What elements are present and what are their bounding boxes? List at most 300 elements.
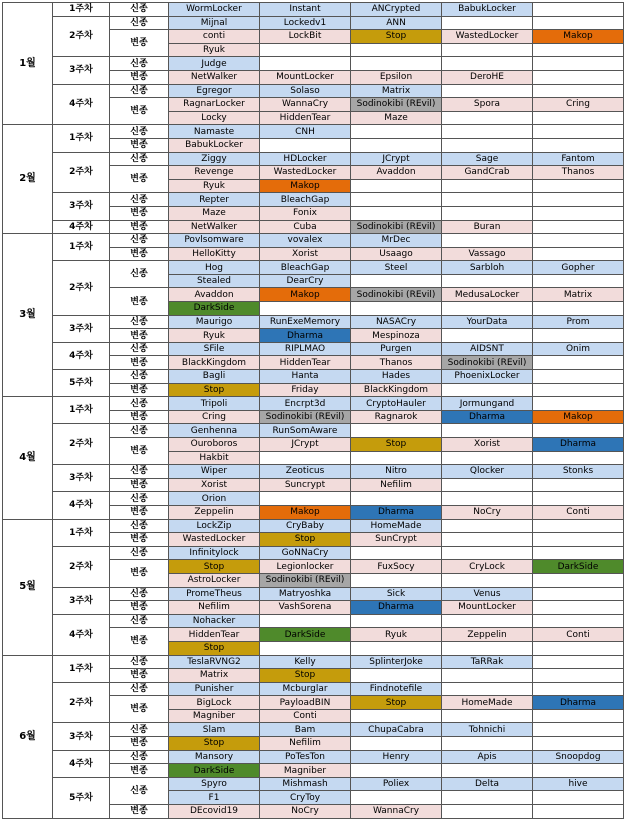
week-label: 3주차 [53,465,110,492]
type-label: 신종 [110,57,169,71]
ransomware-cell: Punisher [169,682,260,696]
table-row [3,546,624,560]
ransomware-cell [351,57,442,71]
ransomware-cell: Instant [260,3,351,17]
ransomware-cell: Onim [533,342,624,356]
ransomware-cell [533,614,624,628]
type-label: 변종 [110,356,169,370]
ransomware-cell [442,84,533,98]
type-label: 변종 [110,505,169,519]
ransomware-cell [351,125,442,139]
ransomware-cell [351,791,442,805]
ransomware-cell [442,614,533,628]
ransomware-cell: Sarbloh [442,261,533,275]
ransomware-cell [533,397,624,411]
ransomware-cell: HelloKitty [169,247,260,261]
ransomware-cell: DarkSide [533,560,624,574]
ransomware-cell: Stop [169,641,260,655]
ransomware-cell [533,247,624,261]
table-row [3,777,624,791]
table-row [3,57,624,71]
ransomware-cell [442,57,533,71]
ransomware-cell: Magniber [169,709,260,723]
ransomware-cell: Hades [351,370,442,384]
ransomware-cell: Matrix [533,288,624,302]
ransomware-cell [260,302,351,316]
type-label: 변종 [110,138,169,152]
week-label: 4주차 [53,342,110,369]
ransomware-cell: Thanos [351,356,442,370]
ransomware-cell: Maurigo [169,315,260,329]
ransomware-cell: AIDSNT [442,342,533,356]
ransomware-cell: WastedLocker [260,166,351,180]
ransomware-cell [442,737,533,751]
ransomware-cell [533,478,624,492]
ransomware-cell [533,573,624,587]
ransomware-cell [442,451,533,465]
ransomware-cell: Stop [260,669,351,683]
ransomware-cell: Suncrypt [260,478,351,492]
type-label: 신종 [110,152,169,166]
type-label: 변종 [110,805,169,819]
ransomware-cell [533,451,624,465]
type-label: 신종 [110,424,169,438]
ransomware-cell: Fonix [260,206,351,220]
ransomware-cell: vovalex [260,234,351,248]
ransomware-cell [442,111,533,125]
ransomware-cell: Xorist [442,438,533,452]
ransomware-cell [533,492,624,506]
type-label: 변종 [110,669,169,683]
ransomware-cell [351,573,442,587]
ransomware-cell: Slam [169,723,260,737]
ransomware-cell: TaRRak [442,655,533,669]
ransomware-cell: Gopher [533,261,624,275]
type-label: 변종 [110,288,169,315]
ransomware-cell [533,274,624,288]
table-row [3,84,624,98]
ransomware-cell: CNH [260,125,351,139]
ransomware-cell [260,43,351,57]
ransomware-cell: Nitro [351,465,442,479]
ransomware-cell: Prom [533,315,624,329]
ransomware-cell [533,601,624,615]
ransomware-cell: Usaago [351,247,442,261]
ransomware-cell: Epsilon [351,70,442,84]
ransomware-cell [533,641,624,655]
type-label: 변종 [110,533,169,547]
ransomware-cell: WannaCry [351,805,442,819]
ransomware-cell [442,641,533,655]
type-label: 변종 [110,98,169,125]
ransomware-cell [260,641,351,655]
ransomware-cell: Nefilim [351,478,442,492]
type-label: 변종 [110,737,169,751]
ransomware-cell: NetWalker [169,220,260,234]
ransomware-cell: Lockedv1 [260,16,351,30]
ransomware-cell: Tripoli [169,397,260,411]
ransomware-cell: Findnotefile [351,682,442,696]
ransomware-cell [351,492,442,506]
type-label: 변종 [110,30,169,57]
ransomware-cell: HomeMade [351,519,442,533]
ransomware-cell: DeroHE [442,70,533,84]
type-label: 신종 [110,125,169,139]
ransomware-cell [442,16,533,30]
ransomware-cell: Sodinokibi (REvil) [260,410,351,424]
week-label: 1주차 [53,519,110,546]
ransomware-cell [442,234,533,248]
week-label: 3주차 [53,57,110,84]
week-label: 2주차 [53,546,110,587]
ransomware-cell: Povlsomware [169,234,260,248]
ransomware-cell: Ryuk [169,43,260,57]
ransomware-cell: HomeMade [442,696,533,710]
table-row [3,519,624,533]
ransomware-cell: Makop [260,505,351,519]
ransomware-cell: Stop [169,383,260,397]
ransomware-cell: Ziggy [169,152,260,166]
ransomware-cell: Stop [351,696,442,710]
table-row [3,152,624,166]
ransomware-cell [442,791,533,805]
ransomware-cell: Avaddon [169,288,260,302]
ransomware-cell: SFile [169,342,260,356]
ransomware-cell: Sage [442,152,533,166]
table-row [3,492,624,506]
ransomware-cell [351,641,442,655]
ransomware-cell: Bam [260,723,351,737]
ransomware-cell: Stealed [169,274,260,288]
ransomware-cell: Fantom [533,152,624,166]
ransomware-cell: Qlocker [442,465,533,479]
ransomware-cell: Spora [442,98,533,112]
month-label: 2월 [3,125,53,234]
type-label: 신종 [110,234,169,248]
ransomware-cell [351,206,442,220]
month-label: 1월 [3,3,53,125]
table-row [3,397,624,411]
ransomware-cell: PayloadBIN [260,696,351,710]
ransomware-cell: Tohnichi [442,723,533,737]
ransomware-cell: LockBit [260,30,351,44]
ransomware-cell: NetWalker [169,70,260,84]
table-row [3,315,624,329]
ransomware-cell [260,614,351,628]
ransomware-cell: AstroLocker [169,573,260,587]
ransomware-cell [533,206,624,220]
ransomware-cell: BabukLocker [169,138,260,152]
ransomware-cell: CryLock [442,560,533,574]
table-row [3,682,624,696]
type-label: 신종 [110,777,169,804]
ransomware-cell: Henry [351,750,442,764]
ransomware-cell: Solaso [260,84,351,98]
ransomware-cell: Zeppelin [442,628,533,642]
ransomware-cell [533,179,624,193]
ransomware-cell: Judge [169,57,260,71]
ransomware-cell [533,138,624,152]
ransomware-cell: Genhenna [169,424,260,438]
ransomware-cell: Nohacker [169,614,260,628]
ransomware-cell: VashSorena [260,601,351,615]
ransomware-cell [260,492,351,506]
week-label: 1주차 [53,655,110,682]
ransomware-cell: F1 [169,791,260,805]
ransomware-cell: BleachGap [260,261,351,275]
ransomware-cell: Friday [260,383,351,397]
type-label: 변종 [110,166,169,193]
table-row [3,261,624,275]
ransomware-table [2,2,624,819]
ransomware-cell [533,57,624,71]
type-label: 변종 [110,383,169,397]
ransomware-cell: Sodinokibi (REvil) [351,98,442,112]
ransomware-cell: Matrix [169,669,260,683]
ransomware-cell [351,138,442,152]
ransomware-cell: BigLock [169,696,260,710]
ransomware-cell [533,723,624,737]
ransomware-cell [442,302,533,316]
type-label: 변종 [110,70,169,84]
type-label: 변종 [110,220,169,234]
ransomware-cell: Orion [169,492,260,506]
ransomware-cell [442,682,533,696]
ransomware-cell: RIPLMAO [260,342,351,356]
ransomware-cell [533,234,624,248]
week-label: 4주차 [53,750,110,777]
ransomware-cell: Makop [260,179,351,193]
ransomware-cell [442,206,533,220]
ransomware-cell: Cuba [260,220,351,234]
ransomware-cell: SunCrypt [351,533,442,547]
type-label: 신종 [110,614,169,628]
ransomware-cell [442,492,533,506]
ransomware-cell [533,356,624,370]
table-row [3,750,624,764]
ransomware-cell [533,329,624,343]
ransomware-cell: Stop [351,30,442,44]
type-label: 신종 [110,397,169,411]
table-row [3,465,624,479]
ransomware-cell [442,138,533,152]
week-label: 4주차 [53,84,110,125]
ransomware-cell: BleachGap [260,193,351,207]
ransomware-cell: MedusaLocker [442,288,533,302]
week-label: 2주차 [53,682,110,723]
table-row [3,587,624,601]
week-label: 5주차 [53,777,110,818]
ransomware-cell: Ouroboros [169,438,260,452]
ransomware-cell: Nefilim [260,737,351,751]
ransomware-cell: Dharma [442,410,533,424]
ransomware-cell: RunSomAware [260,424,351,438]
ransomware-cell: NASACry [351,315,442,329]
ransomware-cell: Legionlocker [260,560,351,574]
type-label: 변종 [110,560,169,587]
ransomware-cell: Makop [260,288,351,302]
type-label: 변종 [110,206,169,220]
ransomware-cell: ChupaCabra [351,723,442,737]
ransomware-cell: Magniber [260,764,351,778]
ransomware-cell: PoTesTon [260,750,351,764]
ransomware-cell [442,125,533,139]
ransomware-cell: WastedLocker [442,30,533,44]
ransomware-cell [533,682,624,696]
ransomware-cell [533,3,624,17]
ransomware-cell [533,370,624,384]
ransomware-cell: Stop [260,533,351,547]
type-label: 변종 [110,247,169,261]
ransomware-cell: HiddenTear [260,111,351,125]
ransomware-cell: Wiper [169,465,260,479]
ransomware-cell [533,655,624,669]
ransomware-cell [442,519,533,533]
ransomware-cell: Spyro [169,777,260,791]
ransomware-cell: Sodinokibi (REvil) [260,573,351,587]
ransomware-cell [442,573,533,587]
ransomware-cell [442,709,533,723]
type-label: 신종 [110,723,169,737]
type-label: 신종 [110,492,169,506]
table-row [3,370,624,384]
ransomware-cell [351,669,442,683]
ransomware-cell: PromeTheus [169,587,260,601]
ransomware-cell: Repter [169,193,260,207]
type-label: 변종 [110,329,169,343]
type-label: 변종 [110,438,169,465]
type-label: 변종 [110,410,169,424]
ransomware-cell: Infinitylock [169,546,260,560]
ransomware-cell: WannaCry [260,98,351,112]
table-row [3,424,624,438]
table-row [3,220,624,234]
ransomware-cell: HiddenTear [169,628,260,642]
ransomware-cell [533,302,624,316]
week-label: 2주차 [53,424,110,465]
ransomware-cell: BabukLocker [442,3,533,17]
ransomware-cell: CryBaby [260,519,351,533]
type-label: 신종 [110,519,169,533]
week-label: 2주차 [53,16,110,57]
type-label: 신종 [110,655,169,669]
ransomware-cell: Matryoshka [260,587,351,601]
ransomware-cell: JCrypt [351,152,442,166]
ransomware-cell: Steel [351,261,442,275]
ransomware-cell: Hakbit [169,451,260,465]
ransomware-cell: Kelly [260,655,351,669]
table-row [3,614,624,628]
ransomware-cell: Mcburglar [260,682,351,696]
ransomware-cell: Snoopdog [533,750,624,764]
ransomware-cell [533,764,624,778]
ransomware-cell: PhoenixLocker [442,370,533,384]
table-row [3,655,624,669]
month-label: 5월 [3,519,53,655]
ransomware-cell: Bagli [169,370,260,384]
ransomware-cell: Matrix [351,84,442,98]
ransomware-cell [533,737,624,751]
ransomware-cell: Dharma [533,696,624,710]
ransomware-cell: Ryuk [351,628,442,642]
ransomware-cell: DarkSide [260,628,351,642]
week-label: 2주차 [53,152,110,193]
ransomware-cell: Hog [169,261,260,275]
ransomware-cell: Stop [169,560,260,574]
ransomware-cell [442,546,533,560]
ransomware-cell: Ryuk [169,179,260,193]
ransomware-cell: conti [169,30,260,44]
week-label: 3주차 [53,723,110,750]
ransomware-cell: TeslaRVNG2 [169,655,260,669]
ransomware-cell: Apis [442,750,533,764]
type-label: 신종 [110,261,169,288]
ransomware-cell [351,179,442,193]
ransomware-cell: Zeoticus [260,465,351,479]
week-label: 3주차 [53,315,110,342]
type-label: 신종 [110,370,169,384]
ransomware-cell: CryToy [260,791,351,805]
ransomware-cell [533,791,624,805]
type-label: 신종 [110,193,169,207]
ransomware-cell: Hanta [260,370,351,384]
ransomware-cell: Dharma [351,601,442,615]
week-label: 5주차 [53,370,110,397]
ransomware-cell: Conti [260,709,351,723]
type-label: 신종 [110,16,169,30]
ransomware-cell: Stop [351,438,442,452]
type-label: 신종 [110,546,169,560]
ransomware-cell: SplinterJoke [351,655,442,669]
type-label: 신종 [110,587,169,601]
type-label: 변종 [110,478,169,492]
ransomware-cell [533,587,624,601]
type-label: 신종 [110,342,169,356]
ransomware-cell: Vassago [442,247,533,261]
ransomware-cell [351,737,442,751]
ransomware-cell [533,533,624,547]
ransomware-cell: Maze [351,111,442,125]
week-label: 1주차 [53,397,110,424]
ransomware-cell: Dharma [260,329,351,343]
ransomware-cell: ANN [351,16,442,30]
ransomware-cell: Makop [533,30,624,44]
ransomware-cell: Mijnal [169,16,260,30]
ransomware-cell: Mansory [169,750,260,764]
table-row [3,193,624,207]
ransomware-cell: WastedLocker [169,533,260,547]
ransomware-cell [442,669,533,683]
ransomware-cell: DarkSide [169,764,260,778]
table-row [3,234,624,248]
ransomware-cell: Ryuk [169,329,260,343]
ransomware-cell: MountLocker [260,70,351,84]
week-label: 3주차 [53,587,110,614]
ransomware-cell [351,302,442,316]
ransomware-cell: CryptoHauler [351,397,442,411]
ransomware-cell: DearCry [260,274,351,288]
ransomware-cell: Stonks [533,465,624,479]
ransomware-cell [351,43,442,57]
ransomware-cell: RagnarLocker [169,98,260,112]
ransomware-cell [351,764,442,778]
ransomware-cell [442,533,533,547]
ransomware-cell [533,84,624,98]
ransomware-cell: Egregor [169,84,260,98]
ransomware-cell: Mishmash [260,777,351,791]
ransomware-cell [533,424,624,438]
ransomware-cell [442,193,533,207]
